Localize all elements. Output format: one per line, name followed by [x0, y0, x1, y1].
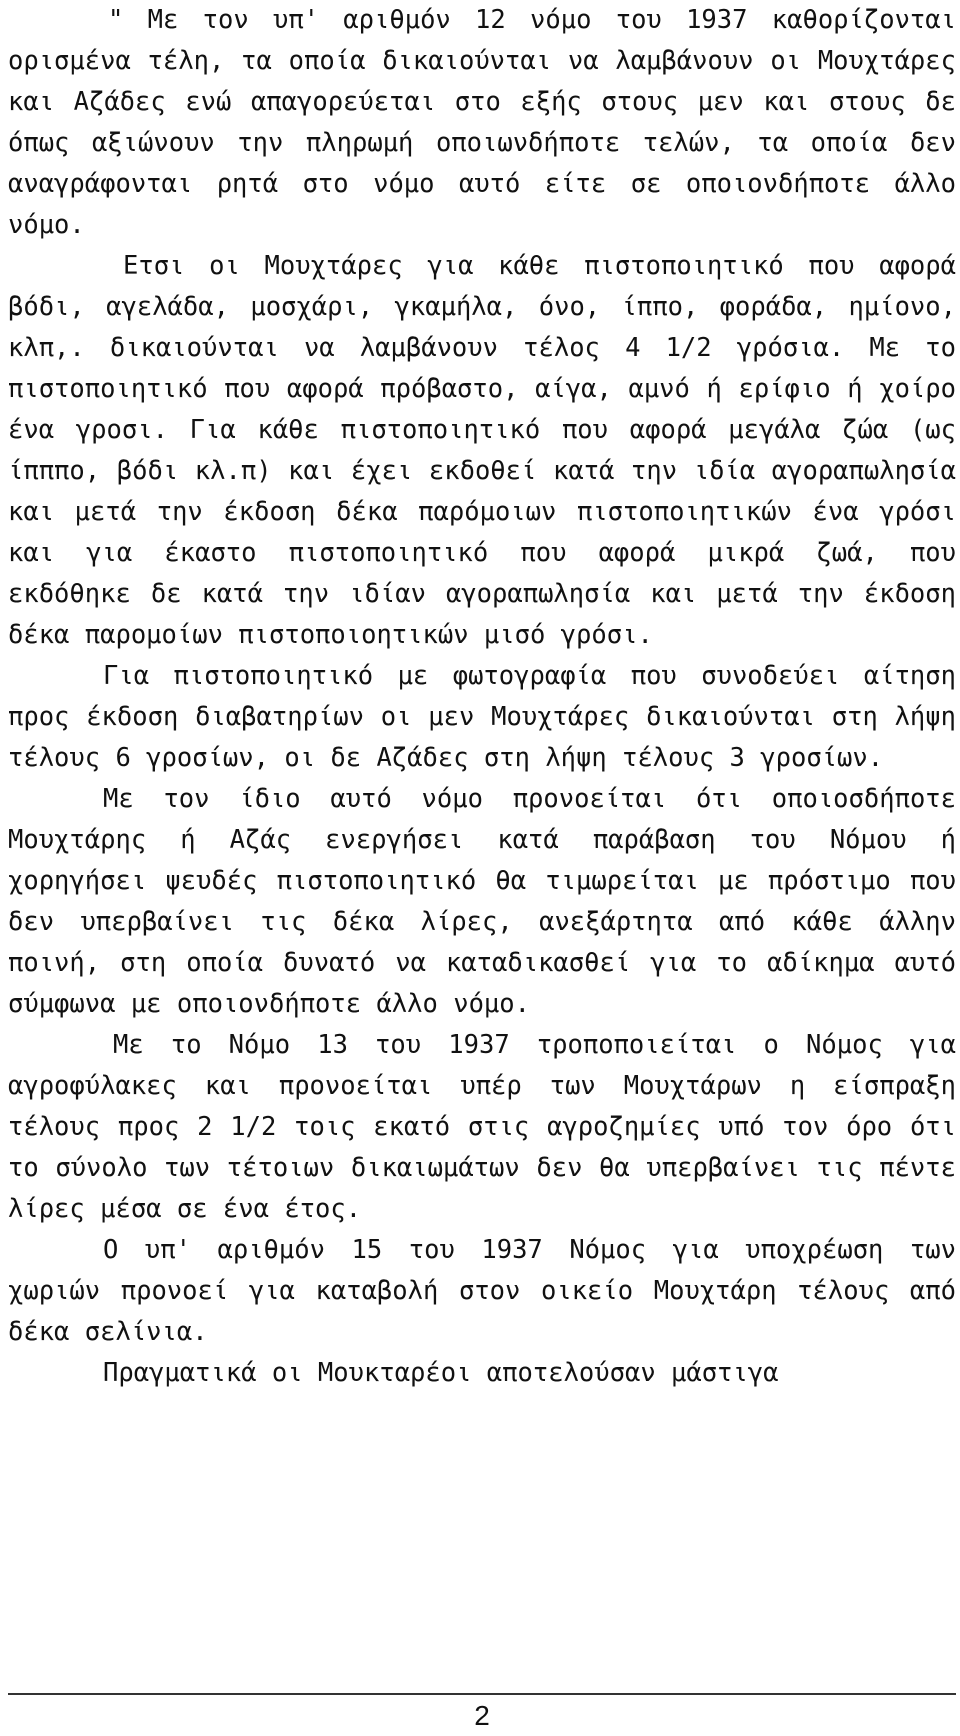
paragraph-law-12: " Με τον υπ' αριθμόν 12 νόμο του 1937 καθορίζονται ορισμένα τέλη, τα οποία δικαιούνται να λαμβάνουν οι Μουχτάρες και Αζάδες ενώ απαγορεύεται στο εξής στους μεν και στους δε όπως αξιώνουν την πληρωμή οποιωνδήποτε τελών, τα οποία δεν αναγράφονται ρητά στο νόμο αυτό είτε σε οποιονδήποτε άλλο νόμο.: [8, 5, 956, 240]
paragraph-passport-certificates: Για πιστοποιητικό με φωτογραφία που συνοδεύει αίτηση προς έκδοση διαβατηρίων οι μεν Μουχτάρες δικαιούνται στη λήψη τέλους 6 γροσίων, οι δε Αζάδες στη λήψη τέλους 3 γροσίων.: [8, 661, 956, 773]
footer-divider: [8, 1693, 956, 1695]
paragraph-law-15: Ο υπ' αριθμόν 15 του 1937 Νόμος για υποχρέωση των χωριών προνοεί για καταβολή στον οικείο Μουχτάρη τέλους από δέκα σελίνια.: [8, 1235, 956, 1347]
paragraph-law-13: Με το Νόμο 13 του 1937 τροποποιείται ο Νόμος για αγροφύλακες και προνοείται υπέρ των Μουχτάρων η είσπραξη τέλους προς 2 1/2 τοις εκατό στις αγροζημίες υπό τον όρο ότι το σύνολο των τέτοιων δικαιωμάτων δεν θα υπερβαίνει τις πέντε λίρες μέσα σε ένα έτος.: [8, 1030, 956, 1224]
paragraph-closing: Πραγματικά οι Μουκταρέοι αποτελούσαν μάστιγα: [103, 1358, 779, 1388]
paragraph-penalties: Με τον ίδιο αυτό νόμο προνοείται ότι οποιοσδήποτε Μουχτάρης ή Αζάς ενεργήσει κατά παράβαση του Νόμου ή χορηγήσει ψευδές πιστοποιητικό θα τιμωρείται με πρόστιμο που δεν υπερβαίνει τις δέκα λίρες, ανεξάρτητα από κάθε άλλην ποινή, στη οποία δυνατό να καταδικασθεί για το αδίκημα αυτό σύμφωνα με οποιονδήποτε άλλο νόμο.: [8, 784, 956, 1019]
document-page: [8, 0, 956, 1736]
document-body: [8, 0, 956, 1394]
paragraph-mukhtar-fees: Ετσι οι Μουχτάρες για κάθε πιστοποιητικό που αφορά βόδι, αγελάδα, μοσχάρι, γκαμήλα, όνο, ίππο, φοράδα, ημίονο, κλπ,. δικαιούνται να λαμβάνουν τέλος 4 1/2 γρόσια. Με το πιστοποιητικό που αφορά πρόβαστο, αίγα, αμνό ή ερίφιο ή χοίρο ένα γροσι. Για κάθε πιστοποιητικό που αφορά μεγάλα ζώα (ως ίπππο, βόδι κλ.π) και έχει εκδοθεί κατά την ιδία αγοραπωλησία και μετά την έκδοση δέκα παρόμοιων πιστοποιητικών ένα γρόσι και για έκαστο πιστοποιητικό που αφορά μικρά ζωά, που εκδόθηκε δε κατά την ιδίαν αγοραπωλησία και μετά την έκδοση δέκα παρομοίων πιστοποιοητικών μισό γρόσι.: [8, 251, 956, 650]
page-number: 2: [474, 1700, 490, 1731]
